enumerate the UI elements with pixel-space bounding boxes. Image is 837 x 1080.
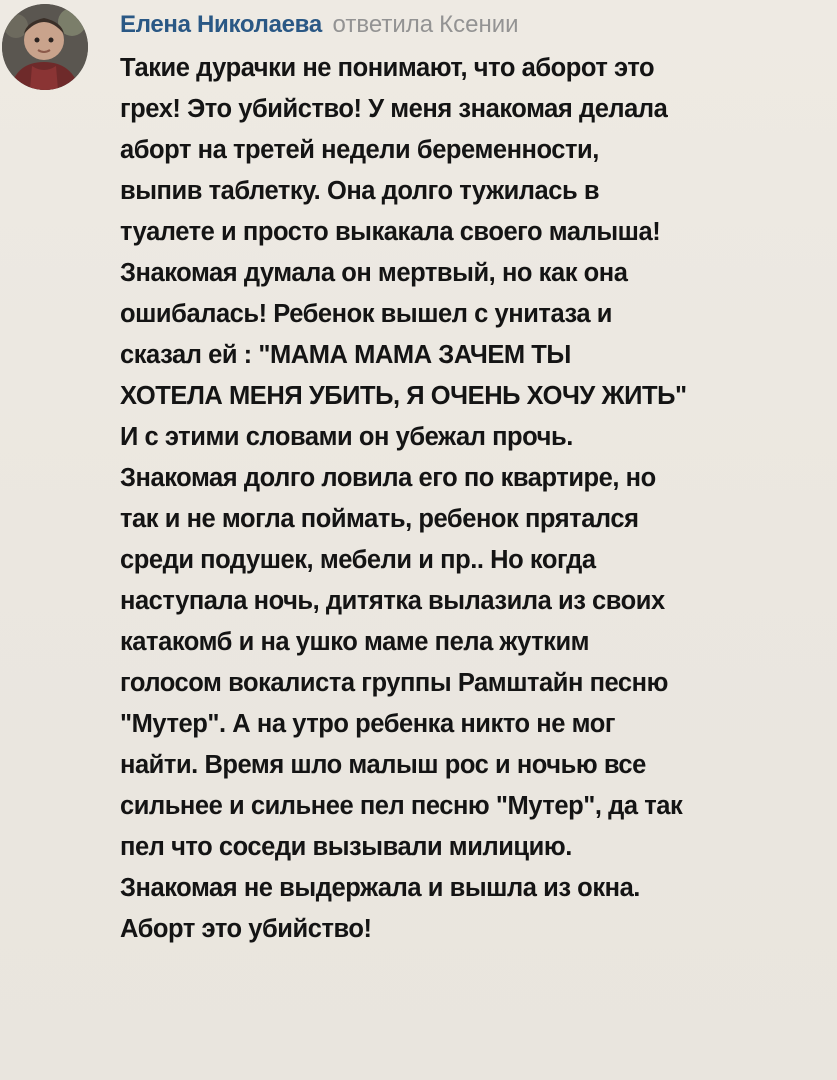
comment-text-line: так и не могла поймать, ребенок прятался [120, 505, 639, 533]
comment-text-line: "Мутер". А на утро ребенка никто не мог [120, 710, 616, 738]
comment-text-line: аборт на третей недели беременности, [120, 136, 599, 164]
comment-text-line: среди подушек, мебели и пр.. Но когда [120, 546, 596, 574]
comment-text-line: наступала ночь, дитятка вылазила из своих [120, 587, 665, 615]
author-name-link[interactable]: Елена Николаева [120, 11, 322, 38]
comment-text-line: Знакомая долго ловила его по квартире, но [120, 464, 656, 492]
comment-text-line: найти. Время шло малыш рос и ночью все [120, 751, 646, 779]
comment-text-line: грех! Это убийство! У меня знакомая делала [120, 95, 668, 123]
comment-text-line: сказал ей : "МАМА МАМА ЗАЧЕМ ТЫ [120, 341, 571, 369]
comment-body [120, 6, 832, 950]
avatar-photo-icon [2, 4, 88, 90]
comment-text [120, 48, 832, 950]
comment-text-line: пел что соседи вызывали милицию. [120, 833, 572, 861]
comment-text-line: туалете и просто выкакала своего малыша! [120, 218, 661, 246]
comment-text-line: Знакомая не выдержала и вышла из окна. [120, 874, 640, 902]
comment-text-line: ошибалась! Ребенок вышел с унитаза и [120, 300, 612, 328]
reply-target-link[interactable]: Ксении [439, 11, 519, 38]
comment-text-line: ХОТЕЛА МЕНЯ УБИТЬ, Я ОЧЕНЬ ХОЧУ ЖИТЬ" [120, 382, 687, 410]
comment-text-line: голосом вокалиста группы Рамштайн песню [120, 669, 668, 697]
comment-text-line: Такие дурачки не понимают, что аборот это [120, 54, 655, 82]
comment-text-line: выпив таблетку. Она долго тужилась в [120, 177, 600, 205]
comment-text-line: сильнее и сильнее пел песню "Мутер", да так [120, 792, 683, 820]
comment-text-line: Аборт это убийство! [120, 915, 372, 943]
comment-header [120, 6, 832, 44]
reply-label: ответила [332, 11, 434, 38]
avatar[interactable] [2, 4, 88, 90]
comment-text-line: катакомб и на ушко маме пела жутким [120, 628, 590, 656]
comment-text-line: Знакомая думала он мертвый, но как она [120, 259, 628, 287]
comment-text-line: И с этими словами он убежал прочь. [120, 423, 573, 451]
